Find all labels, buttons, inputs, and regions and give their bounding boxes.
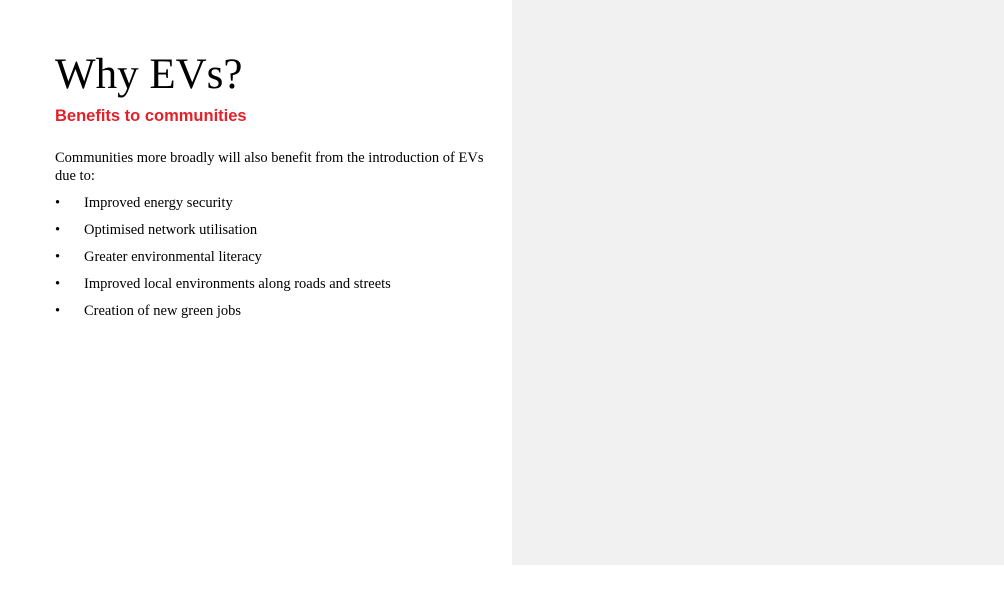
bullet-icon: • [55, 222, 61, 238]
bullet-icon: • [55, 195, 61, 211]
list-item-text: Improved local environments along roads and streets [84, 276, 391, 292]
slide-title: Why EVs? [55, 51, 243, 98]
list-item-text: Greater environmental literacy [84, 249, 262, 265]
list-item-text: Creation of new green jobs [84, 303, 242, 319]
slide-subtitle: Benefits to communities [55, 107, 247, 125]
intro-paragraph: Communities more broadly will also benefit from the introduction of EVs due to: [55, 150, 484, 184]
bullet-icon: • [55, 303, 61, 319]
list-item-text: Optimised network utilisation [84, 222, 258, 238]
bullet-icon: • [55, 249, 61, 265]
image-placeholder-panel [512, 0, 1004, 565]
bullet-icon: • [55, 276, 61, 292]
list-item-text: Improved energy security [84, 195, 233, 211]
